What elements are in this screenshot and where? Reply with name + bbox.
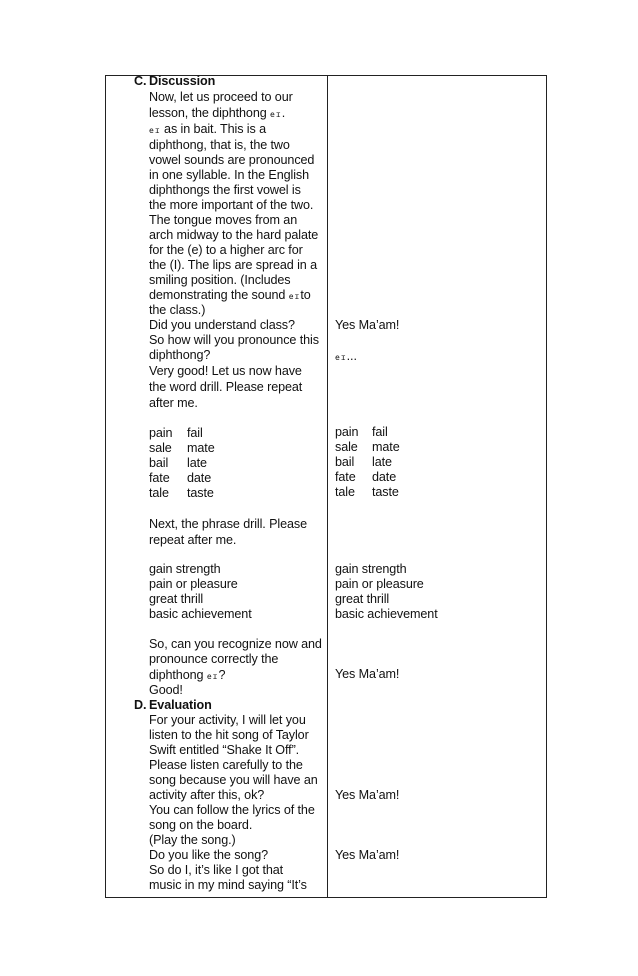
recognize-line: diphthong eɪ? (149, 668, 226, 682)
evaluation-line: listen to the hit song of Taylor (149, 728, 309, 742)
evaluation-line: Please listen carefully to the (149, 758, 303, 772)
evaluation-letter: D. (134, 698, 147, 712)
evaluation-line: You can follow the lyrics of the (149, 803, 315, 817)
student-response: Yes Ma’am! (335, 788, 400, 802)
recognize-line: pronounce correctly the (149, 652, 279, 666)
evaluation-heading: Evaluation (149, 698, 212, 712)
evaluation-line: song on the board. (149, 818, 253, 832)
student-pronunciation: eɪ... (335, 349, 357, 363)
student-word-drill-row: sale mate (335, 440, 400, 454)
discussion-line: for the (e) to a higher arc for (149, 243, 303, 257)
evaluation-line: For your activity, I will let you (149, 713, 306, 727)
phrase-intro-line: Next, the phrase drill. Please (149, 517, 308, 531)
student-phrase-item: gain strength (335, 562, 407, 576)
student-word-drill-row: tale taste (335, 485, 399, 499)
phrase-item: great thrill (149, 592, 204, 606)
ipa-symbol: eɪ (206, 672, 219, 681)
discussion-heading: Discussion (149, 74, 216, 88)
ipa-symbol: eɪ (335, 353, 347, 362)
discussion-line: vowel sounds are pronounced (149, 153, 315, 167)
discussion-line: the word drill. Please repeat (149, 380, 303, 394)
evaluation-line: Do you like the song? (149, 848, 269, 862)
evaluation-line: music in my mind saying “It’s (149, 878, 307, 892)
discussion-line: after me. (149, 396, 198, 410)
recognize-line: So, can you recognize now and (149, 637, 322, 651)
student-word-drill-row: fate date (335, 470, 397, 484)
discussion-line: arch midway to the hard palate (149, 228, 319, 242)
discussion-line: the more important of the two. (149, 198, 314, 212)
discussion-line: in one syllable. In the English (149, 168, 310, 182)
discussion-line: the (I). The lips are spread in a (149, 258, 317, 272)
discussion-line: diphthongs the first vowel is (149, 183, 301, 197)
discussion-line: the class.) (149, 303, 206, 317)
phrase-item: pain or pleasure (149, 577, 238, 591)
word-drill-row: bail late (149, 456, 207, 470)
student-phrase-item: basic achievement (335, 607, 438, 621)
word-drill-row: tale taste (149, 486, 214, 500)
discussion-line: Did you understand class? (149, 318, 295, 332)
discussion-line: eɪ as in bait. This is a (149, 122, 267, 136)
discussion-line: Now, let us proceed to our (149, 90, 293, 104)
discussion-line: Very good! Let us now have (149, 364, 302, 378)
word-drill-row: sale mate (149, 441, 215, 455)
column-divider (327, 75, 328, 898)
discussion-line: diphthong? (149, 348, 211, 362)
student-word-drill-row: bail late (335, 455, 392, 469)
discussion-line: demonstrating the sound eɪto (149, 288, 311, 302)
discussion-line: lesson, the diphthong eɪ. (149, 106, 286, 120)
phrase-item: basic achievement (149, 607, 252, 621)
discussion-line: So how will you pronounce this (149, 333, 319, 347)
phrase-intro-line: repeat after me. (149, 533, 237, 547)
evaluation-line: Swift entitled “Shake It Off”. (149, 743, 300, 757)
discussion-letter: C. (134, 74, 147, 88)
evaluation-line: song because you will have an (149, 773, 318, 787)
student-response: Yes Ma’am! (335, 667, 400, 681)
word-drill-row: pain fail (149, 426, 203, 440)
ipa-symbol: eɪ (288, 292, 301, 301)
evaluation-line: So do I, it’s like I got that (149, 863, 284, 877)
phrase-item: gain strength (149, 562, 221, 576)
discussion-line: The tongue moves from an (149, 213, 298, 227)
ipa-symbol: eɪ (270, 110, 282, 119)
recognize-line: Good! (149, 683, 183, 697)
discussion-line: smiling position. (Includes (149, 273, 291, 287)
word-drill-row: fate date (149, 471, 212, 485)
student-phrase-item: pain or pleasure (335, 577, 424, 591)
student-response: Yes Ma’am! (335, 848, 400, 862)
evaluation-line: activity after this, ok? (149, 788, 265, 802)
ipa-symbol: eɪ (149, 126, 161, 135)
evaluation-line: (Play the song.) (149, 833, 236, 847)
student-response: Yes Ma’am! (335, 318, 400, 332)
student-word-drill-row: pain fail (335, 425, 388, 439)
discussion-line: diphthong, that is, the two (149, 138, 290, 152)
student-phrase-item: great thrill (335, 592, 390, 606)
